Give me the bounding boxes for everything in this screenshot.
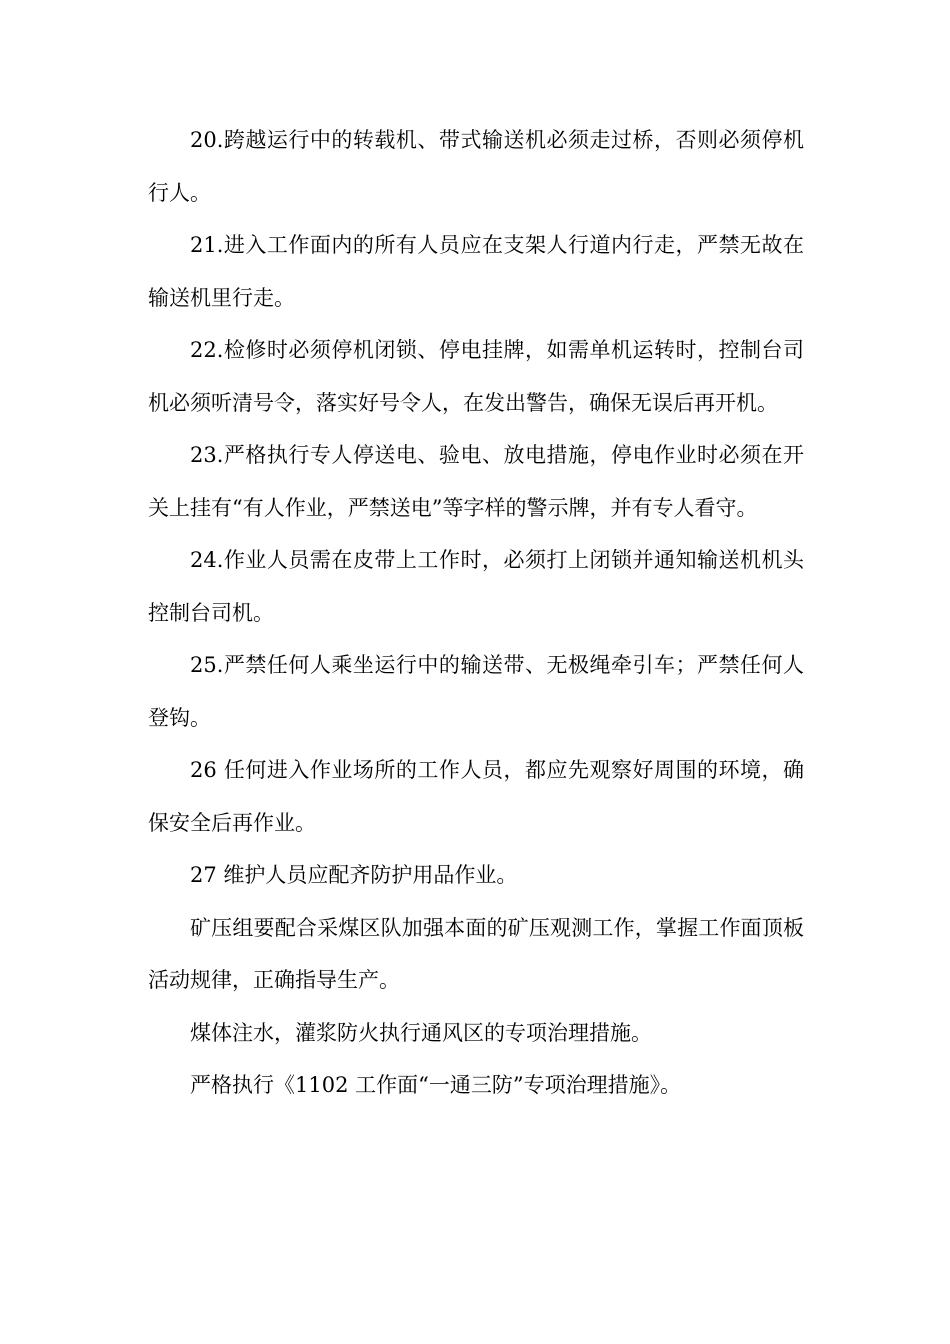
- paragraph-21: 21.进入工作面内的所有人员应在支架人行道内行走，严禁无故在输送机里行走。: [148, 233, 804, 310]
- paragraph-24: 24.作业人员需在皮带上工作时，必须打上闭锁并通知输送机机头控制台司机。: [148, 548, 804, 625]
- document-body: [148, 114, 804, 1112]
- paragraph-25: 25.严禁任何人乘坐运行中的输送带、无极绳牵引车；严禁任何人登钩。: [148, 653, 804, 730]
- paragraph-26: 26 任何进入作业场所的工作人员，都应先观察好周围的环境，确保安全后再作业。: [148, 758, 804, 835]
- paragraph-water-injection: 煤体注水，灌浆防火执行通风区的专项治理措施。: [190, 1020, 652, 1045]
- paragraph-27: 27 维护人员应配齐防护用品作业。: [190, 863, 518, 887]
- paragraph-23: 23.严格执行专人停送电、验电、放电措施，停电作业时必须在开关上挂有“有人作业，严禁送电”等字样的警示牌，并有专人看守。: [148, 443, 804, 520]
- paragraph-special-measures: 严格执行《1102 工作面“一通三防”专项治理措施》。: [190, 1073, 682, 1097]
- paragraph-20: 20.跨越运行中的转载机、带式输送机必须走过桥，否则必须停机行人。: [148, 128, 804, 205]
- paragraph-22: 22.检修时必须停机闭锁、停电挂牌，如需单机运转时，控制台司机必须听清号令，落实好号令人，在发出警告，确保无误后再开机。: [148, 338, 804, 415]
- paragraph-pressure-monitoring: 矿压组要配合采煤区队加强本面的矿压观测工作，掌握工作面顶板活动规律，正确指导生产。: [148, 915, 804, 992]
